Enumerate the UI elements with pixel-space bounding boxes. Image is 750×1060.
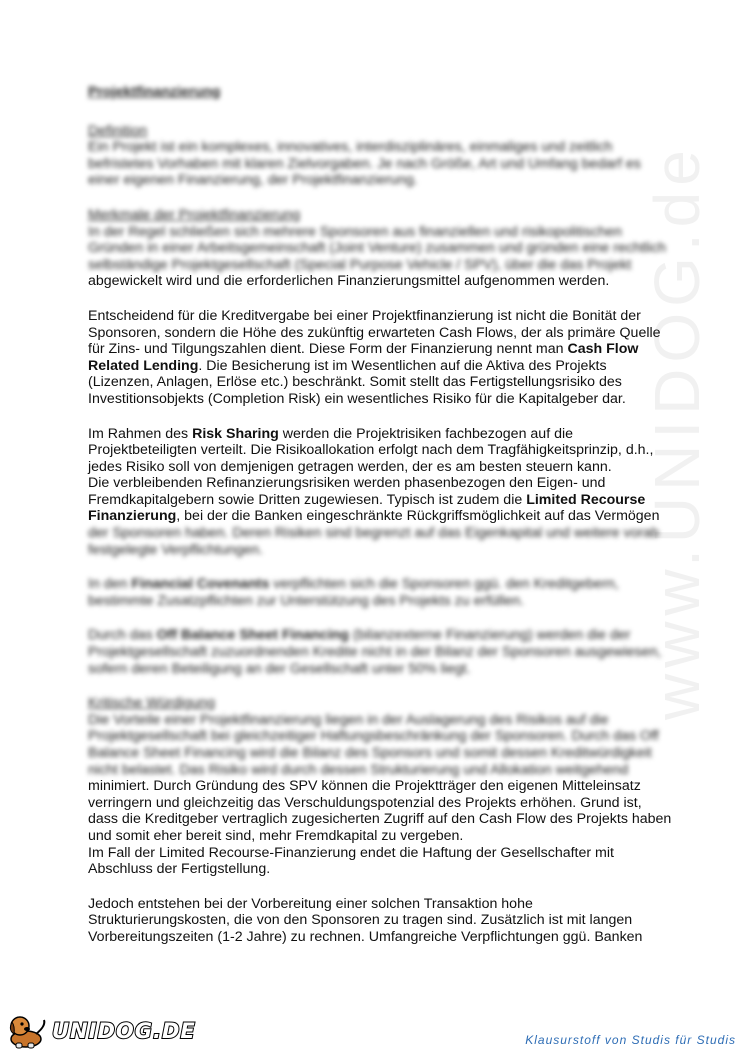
definition-line: Ein Projekt ist ein komplexes, innovatives, interdisziplinäres, einmaliges und zeitlich (88, 139, 613, 156)
term-financial-covenants: Financial Covenants (131, 576, 270, 593)
paragraph-line: Im Fall der Limited Recourse-Finanzierung endet die Haftung der Gesellschafter mit (88, 844, 614, 861)
term-risk-sharing: Risk Sharing (192, 425, 279, 442)
paragraph-line: festgelegte Verpflichtungen. (88, 541, 264, 558)
paragraph-line: Projektbeteiligten verteilt. Die Risikoallokation erfolgt nach dem Tragfähigkeitsprinzip, d.h., (88, 442, 654, 459)
merkmale-section (88, 207, 688, 290)
paragraph-line: Fremdkapitalgebern sowie Dritten zugewiesen. Typisch ist zudem die Limited Recourse (88, 491, 646, 508)
paragraph-line: Vorbereitungszeiten (1-2 Jahre) zu rechnen. Umfangreiche Verpflichtungen ggü. Banken (88, 928, 643, 945)
term-finanzierung: Finanzierung (88, 508, 177, 525)
term-related-lending: Related Lending (88, 357, 199, 374)
kritik-section (88, 695, 688, 878)
paragraph-line: (Lizenzen, Anlagen, Erlöse etc.) beschränkt. Somit stellt das Fertigstellungsrisiko des (88, 374, 622, 391)
paragraph-line: Balance Sheet Financing wird die Bilanz des Sponsors und somit dessen Kreditwürdigkeit (88, 745, 652, 761)
paragraph-line: der Sponsoren haben. Deren Risiken sind begrenzt auf das Eigenkapital und weitere vorab (88, 525, 660, 542)
off-balance-paragraph (88, 627, 688, 677)
paragraph-line: verringern und gleichzeitig das Verschuldungspotenzial des Projekts erhöhen. Grund ist, (88, 794, 642, 811)
paragraph-line: Die Vorteile einer Projektfinanzierung liegen in der Auslagerung des Risikos auf die (88, 711, 609, 728)
paragraph-line: Die verbleibenden Refinanzierungsrisiken werden phasenbezogen den Eigen- und (88, 475, 606, 492)
paragraph-line: sofern deren Beteiligung an der Gesellschaft unter 50% liegt. (88, 660, 471, 677)
paragraph-line: Strukturierungskosten, die von den Sponsoren zu tragen sind. Zusätzlich ist mit langen (88, 912, 633, 929)
paragraph-line: jedes Risiko soll von demjenigen getragen werden, der es am besten steuern kann. (88, 458, 612, 475)
merkmale-line: Gründen in einer Arbeitsgemeinschaft (Joint Venture) zusammen und gründen eine rechtlich (88, 240, 667, 257)
kritik-heading: Kritische Würdigung (88, 695, 215, 712)
risk-sharing-paragraph (88, 426, 688, 559)
final-paragraph (88, 896, 688, 946)
watermark: www.UNIDOG.de (641, 144, 713, 720)
unidog-logo[interactable] (6, 1012, 196, 1050)
paragraph-line: Projektgesellschaft zuzuordnenden Kredite nicht in der Bilanz der Sponsoren ausgewiesen, (88, 644, 662, 661)
paragraph-line: und somit eher bereit sind, mehr Fremdkapital zu vergeben. (88, 827, 464, 844)
paragraph-line: bestimmte Zusatzpflichten zur Unterstützung des Projekts zu erfüllen. (88, 592, 525, 609)
paragraph-line: Jedoch entstehen bei der Vorbereitung einer solchen Transaktion hohe (88, 895, 533, 912)
document-body (88, 84, 688, 946)
paragraph-line: Abschluss der Fertigstellung. (88, 861, 271, 878)
term-cash-flow: Cash Flow (567, 341, 639, 358)
paragraph-line: Related Lending. Die Besicherung ist im Wesentlichen auf die Aktiva des Projekts (88, 357, 607, 374)
dog-icon (6, 1012, 50, 1050)
definition-section (88, 123, 688, 189)
paragraph-line: Entscheidend für die Kreditvergabe bei einer Projektfinanzierung ist nicht die Bonität der (88, 307, 641, 324)
paragraph-line: Investitionsobjekts (Completion Risk) ein wesentliches Risiko für die Kapitalgeber dar. (88, 390, 626, 407)
paragraph-line: Durch das Off Balance Sheet Financing (bilanzexterne Finanzierung) werden die der (88, 627, 631, 644)
paragraph-line: für Zins- und Tilgungszahlen dient. Diese Form der Finanzierung nennt man Cash Flow (88, 341, 639, 358)
paragraph-line: nicht belastet. Das Risiko wird durch dessen Strukturierung und Allokation weitgehend (88, 761, 629, 778)
definition-line: einer eigenen Finanzierung, der Projektfinanzierung. (88, 172, 418, 189)
paragraph-line: minimiert. Durch Gründung des SPV können die Projektträger den eigenen Mitteleinsatz (88, 778, 641, 795)
definition-heading: Definition (88, 122, 148, 139)
paragraph-line: Im Rahmen des Risk Sharing werden die Projektrisiken fachbezogen auf die (88, 425, 574, 442)
cash-flow-paragraph (88, 308, 688, 408)
paragraph-line: dass die Kreditgeber vertraglich zugesicherten Zugriff auf den Cash Flow des Projekts haben (88, 811, 672, 828)
term-off-balance: Off Balance Sheet Financing (156, 627, 349, 644)
paragraph-line: In den Financial Covenants verpflichten sich die Sponsoren ggü. den Kreditgebern, (88, 576, 619, 593)
logo-text: UNIDOG.DE (52, 1019, 196, 1043)
merkmale-line: In der Regel schließen sich mehrere Sponsoren aus finanziellen und risikopolitischen (88, 223, 622, 240)
document-title: Projektfinanzierung (88, 84, 221, 100)
merkmale-line: abgewickelt wird und die erforderlichen Finanzierungsmittel aufgenommen werden. (88, 273, 610, 290)
term-limited-recourse: Limited Recourse (526, 491, 646, 508)
paragraph-line: Sponsoren, sondern die Höhe des zukünftig erwarteten Cash Flows, der als primäre Quelle (88, 324, 661, 341)
merkmale-heading: Merkmale der Projektfinanzierung (88, 206, 301, 223)
footer-slogan: Klausurstoff von Studis für Studis (525, 1033, 736, 1047)
paragraph-line: Finanzierung, bei der die Banken eingeschränkte Rückgriffsmöglichkeit auf das Vermögen (88, 508, 660, 525)
merkmale-line: selbständige Projektgesellschaft (Special Purpose Vehicle / SPV), über die das Projekt (88, 256, 632, 273)
covenants-paragraph (88, 576, 688, 609)
paragraph-line: Projektgesellschaft bei gleichzeitiger Haftungsbeschränkung der Sponsoren. Durch das Off (88, 728, 659, 745)
definition-line: befristetes Vorhaben mit klaren Zielvorgaben. Je nach Größe, Art und Umfang bedarf es (88, 155, 641, 172)
